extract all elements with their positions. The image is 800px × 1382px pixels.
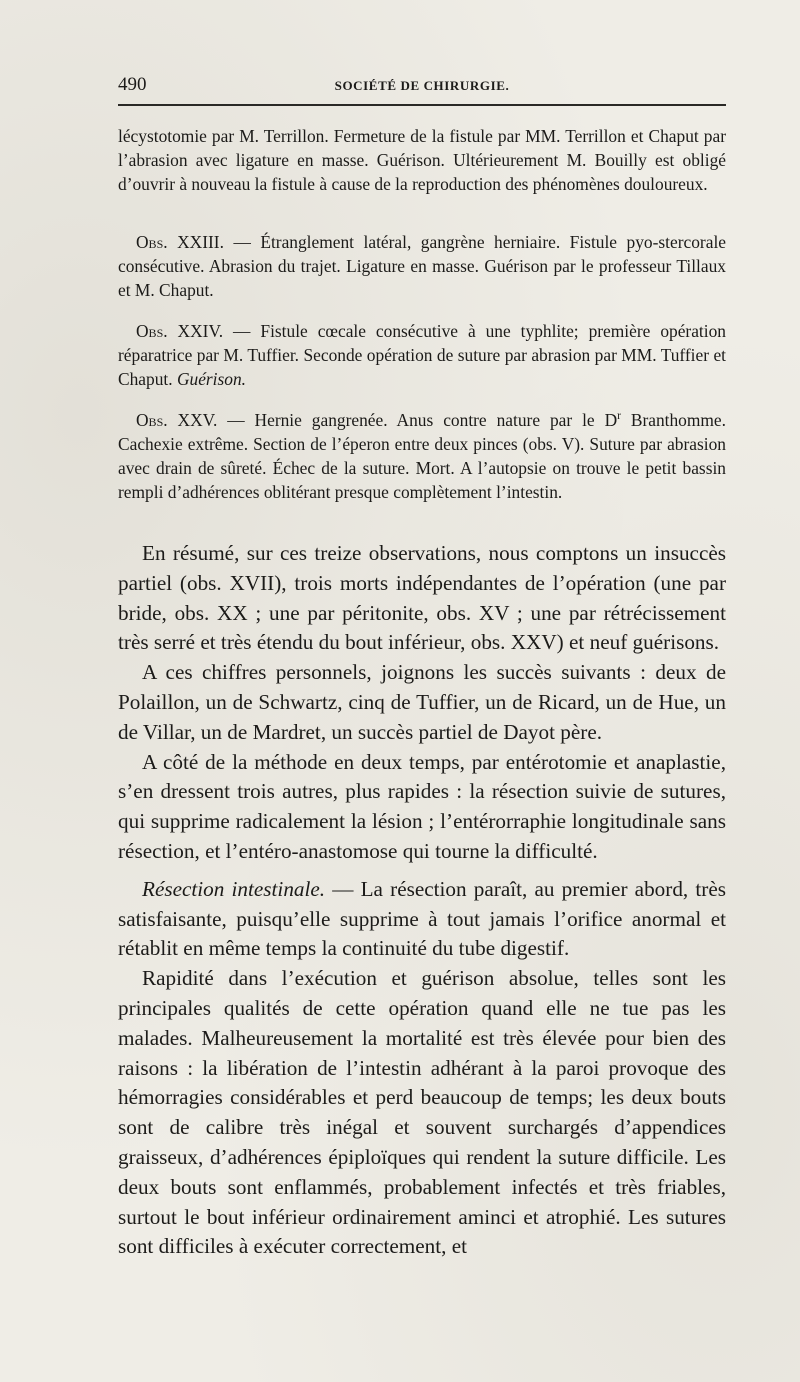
observation-text: — Fistule cœcale consécutive à une typhlite; première opération réparatrice par M. Tuffier. Seconde opération de suture par abrasion par MM. Tuffier et Chaput.	[118, 321, 726, 389]
observation-result: Guérison.	[176, 369, 247, 389]
observation-text-a: — Hernie gangrenée. Anus contre nature par le D	[217, 410, 618, 430]
observation-intro	[118, 124, 726, 196]
running-title: SOCIÉTÉ DE CHIRURGIE.	[334, 78, 510, 93]
observation-xxv	[118, 408, 726, 504]
paragraph-methods: A côté de la méthode en deux temps, par entérotomie et anaplastie, s’en dressent trois autres, plus rapides : la résection suivie de sutures, qui supprime radicalement la lésion ; l’entérorraphie longitudinale sans résection, et l’entéro-anastomose qui tourne la difficulté.	[118, 749, 726, 863]
observation-xxiv	[118, 319, 726, 391]
page-header	[118, 74, 726, 100]
doctor-superscript: r	[617, 410, 621, 423]
observation-text: — Étranglement latéral, gangrène herniaire. Fistule pyo-stercorale consécutive. Abrasion du trajet. Ligature en masse. Guérison par le professeur Tillaux et M. Chaput.	[118, 232, 726, 300]
observation-intro-text: lécystotomie par M. Terrillon. Fermeture de la fistule par MM. Terrillon et Chaput par l’abrasion avec ligature en masse. Guérison. Ultérieurement M. Bouilly est obligé d’ouvrir à nouveau la fistule à cause de la reproduction des phénomènes douloureux.	[118, 126, 726, 194]
paragraph-mortality: Rapidité dans l’exécution et guérison absolue, telles sont les principales qualités de cette opération quand elle ne tue pas les malades. Malheureusement la mortalité est très élevée pour bien des raisons : la libération de l’intestin adhérant à la paroi provoque des hémorragies considérables et perd beaucoup de temps; les deux bouts sont de calibre très inégal et souvent surchargés d’appendices graisseux, d’adhérences épiploïques qui rendent la suture difficile. Les deux bouts sont enflammés, probablement infectés et très friables, surtout le bout inférieur ordinairement aminci et atrophié. Les sutures sont difficiles à exécuter correctement, et	[118, 966, 726, 1259]
paragraph-successes: A ces chiffres personnels, joignons les succès suivants : deux de Polaillon, un de Schwartz, cinq de Tuffier, un de Ricard, un de Hue, un de Villar, un de Mardret, un succès partiel de Dayot père.	[118, 660, 726, 744]
observation-label: Obs. XXIV.	[136, 321, 224, 341]
observation-text-b: Branthomme. Cachexie extrême. Section de l’éperon entre deux pinces (obs. V). Suture par abrasion avec drain de sûreté. Échec de la suture. Mort. A l’autopsie on trouve le petit bassin rempli d’adhérences oblitérant presque complètement l’intestin.	[118, 410, 726, 502]
observation-label: Obs. XXV.	[136, 410, 218, 430]
paragraph-resection	[118, 875, 726, 964]
header-rule	[118, 104, 726, 106]
paragraph-resume: En résumé, sur ces treize observations, nous comptons un insuccès partiel (obs. XVII), trois morts indépendantes de l’opération (une par bride, obs. XX ; une par péritonite, obs. XV ; une par rétrécissement très serré et très étendu du bout inférieur, obs. XXV) et neuf guérisons.	[118, 541, 726, 655]
section-title: Résection intestinale.	[142, 876, 326, 901]
observation-xxiii	[118, 230, 726, 302]
main-text	[118, 539, 726, 1262]
observation-label: Obs. XXIII.	[136, 232, 224, 252]
page-number: 490	[118, 74, 147, 95]
paragraph-resection-text: — La résection paraît, au premier abord, très satisfaisante, puisqu’elle supprime à tout jamais l’orifice anormal et rétablit en même temps la continuité du tube digestif.	[118, 876, 726, 961]
